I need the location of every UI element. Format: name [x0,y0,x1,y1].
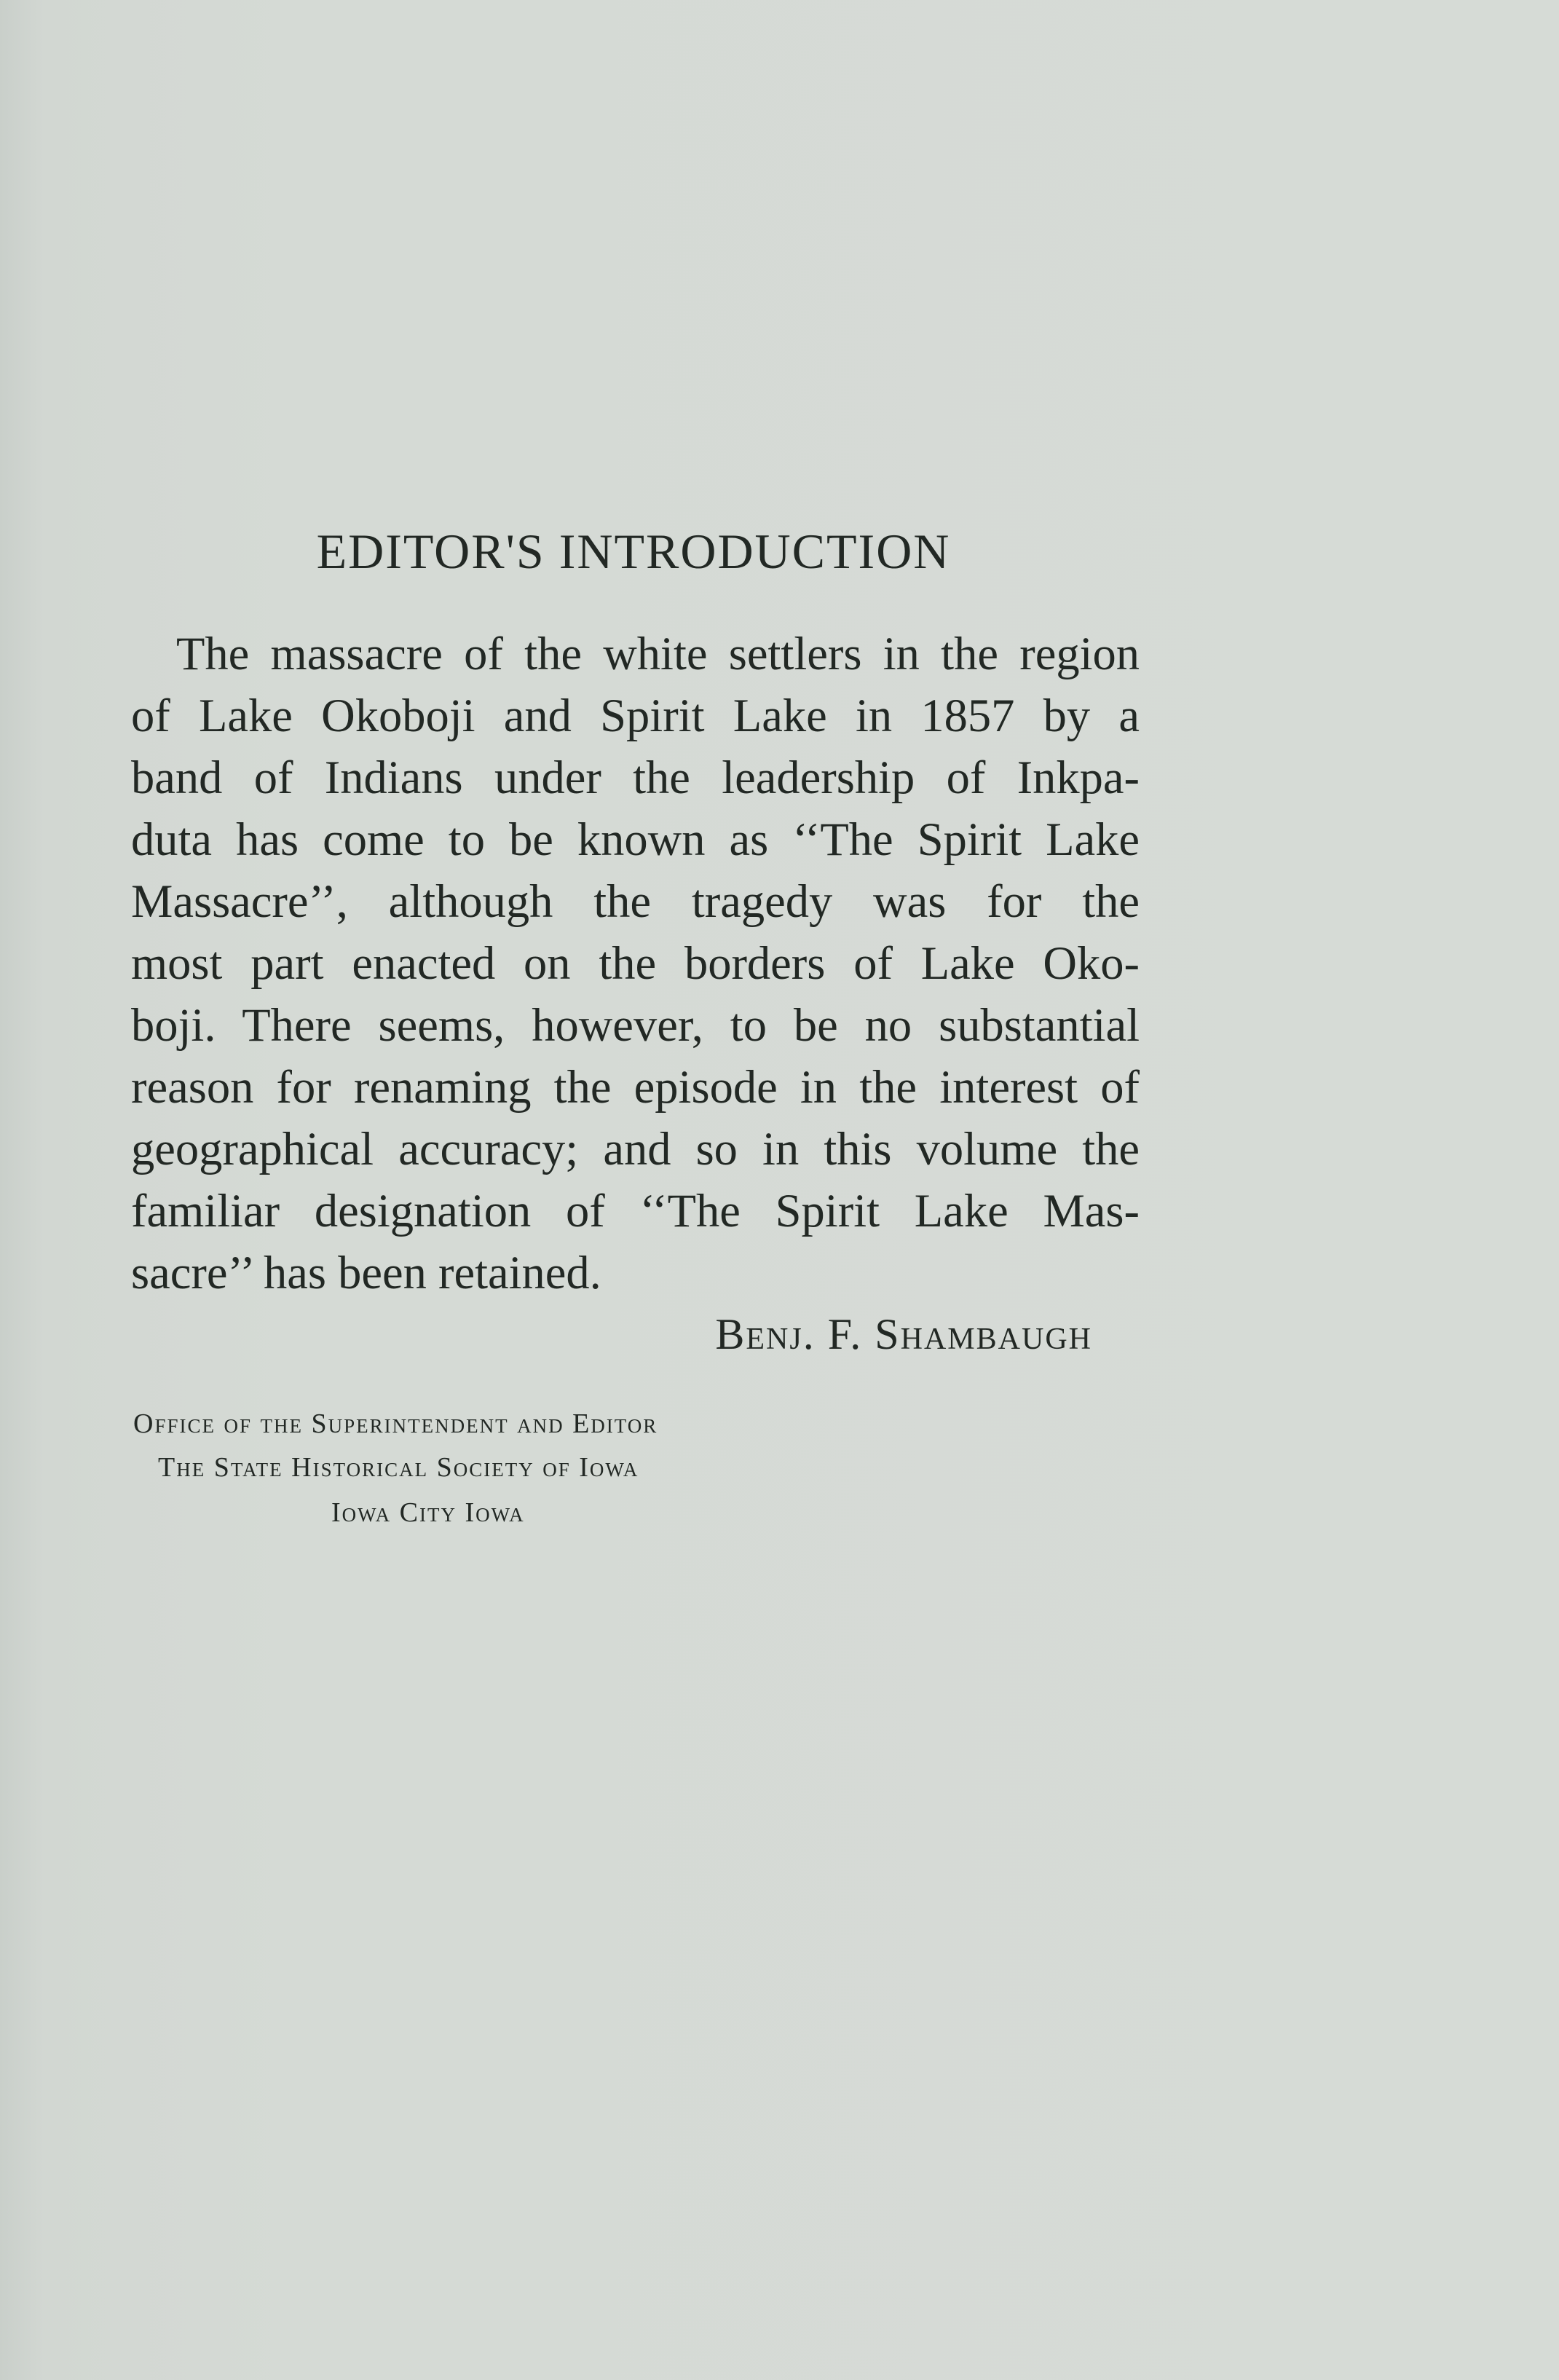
introduction-paragraph [131,623,1140,1304]
paragraph-line: boji. There seems, however, to be no substantial [131,999,1140,1051]
paragraph-line: of Lake Okoboji and Spirit Lake in 1857 by a [131,690,1140,741]
paragraph-line: reason for renaming the episode in the interest of [131,1061,1140,1113]
paragraph-line: band of Indians under the leadership of Inkpa- [131,752,1140,803]
paragraph-line: Massacre’’, although the tragedy was for the [131,875,1140,927]
paragraph-line: familiar designation of ‘‘The Spirit Lake Mas- [131,1185,1140,1237]
paragraph-line: most part enacted on the borders of Lake Oko- [131,937,1140,989]
paragraph-line: The massacre of the white settlers in the region [176,628,1140,679]
editor-signature: Benj. F. Shambaugh [715,1310,1092,1358]
page-title: EDITOR'S INTRODUCTION [316,524,951,579]
paragraph-line: sacre’’ has been retained. [131,1247,601,1299]
office-line: The State Historical Society of Iowa [158,1452,639,1483]
office-line: Office of the Superintendent and Editor [133,1408,658,1439]
office-line: Iowa City Iowa [331,1497,525,1528]
paragraph-line: duta has come to be known as ‘‘The Spirit Lake [131,813,1140,865]
paragraph-line: geographical accuracy; and so in this volume the [131,1123,1140,1175]
